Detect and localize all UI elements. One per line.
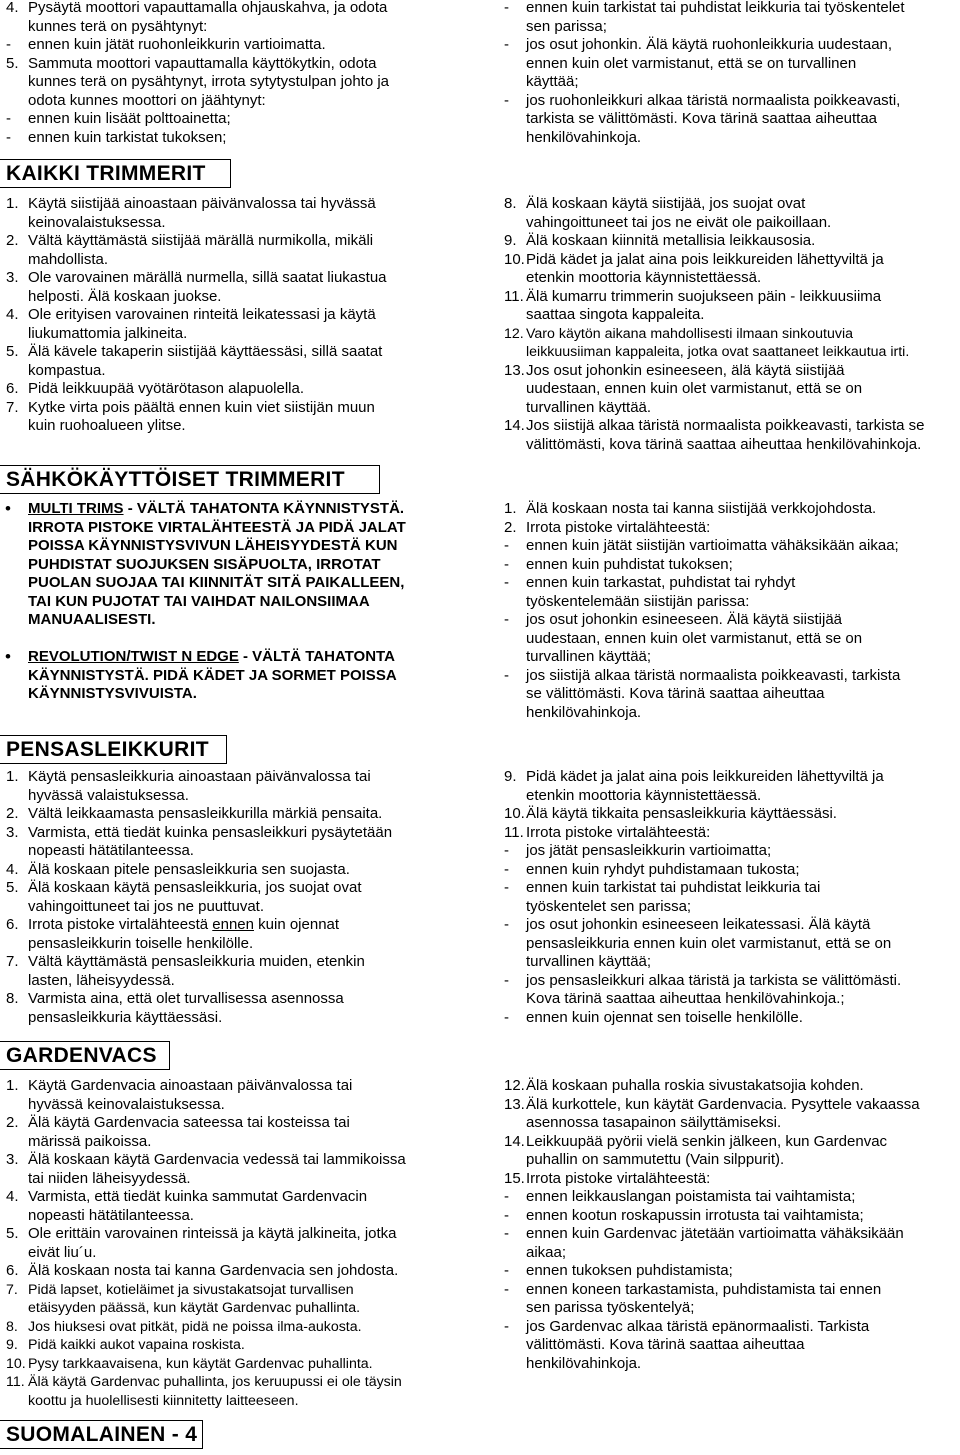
hedge-right-column [498,768,960,1027]
numbered-list-item [0,399,460,436]
item-marker: 7. [6,1281,18,1298]
item-marker: - [504,879,509,896]
item-text-line: Jos siistijä alkaa täristä normaalista poikkeavasti, tarkista se [526,417,925,434]
dash-list-item [498,667,960,723]
item-marker: 5. [6,54,19,72]
item-marker: 4. [6,1188,19,1205]
electric-warning-revolution: • REVOLUTION/TWIST N EDGE - VÄLTÄ TAHATONTA [5,647,395,666]
item-text-line: jos osut johonkin esineeseen. Älä käytä siistijää [526,611,843,628]
item-text-line: käyttää; [526,73,579,90]
item-marker: 12. [504,1077,525,1094]
numbered-list-item [0,1188,460,1225]
item-text-line: Älä käytä tikkaita pensasleikkuria käyttäessäsi. [526,805,837,822]
item-text-line: Leikkuupää pyörii vielä senkin jälkeen, kun Gardenvac [526,1132,888,1150]
item-marker: 3. [6,823,19,841]
item-marker: - [6,128,11,146]
item-text-line: kunnes terä on pysähtynyt: [28,17,208,35]
item-text-line: märissä paikoissa. [28,1132,152,1150]
numbered-list-item: 6. Irrota pistoke virtalähteestä ennen kuin ojennat pensasleikkurin toiselle henkilölle. [0,916,460,953]
item-text-line: asennossa tasapainon säilyttämiseksi. [526,1114,782,1131]
item-text-line: etäisyyden päässä, kun käytät Gardenvac puhallinta. [28,1300,361,1316]
numbered-list-item [498,1170,960,1189]
item-text-line: jos siistijä alkaa täristä normaalista poikkeavasti, tarkista [526,666,901,684]
item-marker: 11. [6,1374,25,1390]
trimmers-left-column [0,195,460,436]
item-text-line: ennen kuin lisäät polttoainetta; [28,110,231,127]
item-text-line: Älä kävele takaperin siistijää käyttäessäsi, sillä saatat [28,343,383,360]
numbered-list-item [0,55,460,111]
item-marker: - [504,574,509,591]
item-marker: - [504,916,509,933]
item-text-line: Älä koskaan puhalla roskia sivustakatsojia kohden. [526,1077,864,1094]
item-text-line: Pidä kaikki aukot vapaina roskista. [28,1337,245,1353]
warning-text-line: POISSA KÄYNNISTYSVIVUN LÄHEISYYDESTÄ KUN [28,537,398,554]
dash-list-item [498,611,960,667]
item-text-line: ennen kuin puhdistat tukoksen; [526,555,733,573]
numbered-list-item [0,306,460,343]
numbered-list-item [0,879,460,916]
item-text-line: Kova tärinä saattaa aiheuttaa henkilövahinkoja.; [526,990,845,1007]
dash-list-item [0,129,460,148]
item-text-line: Jos hiuksesi ovat pitkät, pidä ne poissa ilma-aukosta. [28,1318,362,1335]
item-text-line: Älä koskaan käytä siistijää, jos suojat ovat [526,195,806,212]
page-footer-label: SUOMALAINEN - 4 [0,1420,203,1449]
dash-list-item [498,1009,960,1028]
numbered-list-item [498,232,960,251]
item-text-line: kunnes terä on pysähtynyt, irrota sytytystulpan johto ja [28,73,390,90]
electric-right-column [498,500,960,722]
item-marker: 11. [504,287,524,305]
numbered-list-item [0,1318,460,1337]
item-marker: - [504,1317,509,1335]
item-text-line: koottu ja huolellisesti kiinnitetty laitteeseen. [28,1392,299,1409]
numbered-list-item [498,1096,960,1133]
item-marker: 8. [6,990,19,1007]
dash-list-item [498,537,960,556]
item-text-line: pensasleikkuria ennen kuin olet varmistanut, että se on [526,934,892,952]
item-text-line: Älä koskaan kiinnitä metallisia leikkausosia. [526,232,816,249]
item-marker: - [504,0,509,16]
item-text-line: ennen koneen tarkastamista, puhdistamista tai ennen [526,1280,882,1298]
section-header-gardenvacs: GARDENVACS [0,1041,170,1070]
item-marker: 4. [6,0,19,16]
item-marker: 4. [6,306,19,323]
item-marker: - [504,1262,509,1279]
dash-list-item [498,1318,960,1374]
numbered-list-item [0,195,460,232]
item-text-line: ennen leikkauslangan poistamista tai vaihtamista; [526,1188,856,1205]
numbered-list-item [0,805,460,824]
electric-warning-multi-trims: • MULTI TRIMS - VÄLTÄ TAHATONTA KÄYNNISTYSTÄ. [5,499,405,518]
item-text-line: kuin ruohoalueen ylitse. [28,417,186,434]
dash-list-item [498,1281,960,1318]
item-text-line: henkilövahinkoja. [526,703,642,721]
item-text-line: työskentelemään siistijän parissa: [526,592,750,610]
item-marker: 7. [6,398,19,416]
item-text-line: odota kunnes moottori on jäähtynyt: [28,91,266,109]
item-text-line: tai niiden läheisyydessä. [28,1169,191,1187]
item-text-line: jos pensasleikkuri alkaa täristä ja tarkista se välittömästi. [526,971,902,989]
item-text-line: ennen kootun roskapussin irrotusta tai vaihtamista; [526,1206,864,1224]
numbered-list-item [498,251,960,288]
gardenvacs-right-column [498,1077,960,1373]
item-marker: 1. [504,500,517,517]
numbered-list-item [0,1262,460,1281]
item-text-line: Ole erityisen varovainen rinteitä leikatessasi ja käytä [28,306,376,323]
numbered-list-item [0,0,460,36]
dash-list-item [498,92,960,148]
item-text-line: Käytä pensasleikkuria ainoastaan päivänvalossa tai [28,768,371,785]
numbered-list-item [498,824,960,843]
item-text-line: uudestaan, ennen kuin olet varmistanut, että se on [526,380,863,397]
item-marker: 8. [6,1318,18,1335]
item-text-line: ennen kuin jätät ruohonleikkurin vartioimatta. [28,36,326,53]
item-marker: - [504,842,509,859]
numbered-list-item [498,768,960,805]
item-text-line: Pidä leikkuupää vyötärötason alapuolella. [28,380,305,397]
numbered-list-item [0,269,460,306]
item-marker: 5. [6,1225,19,1242]
warning-text-line: TAI KUN PUJOTAT TAI VAIHDAT NAILONSIIMAA [28,592,370,610]
dash-list-item [498,879,960,916]
item-text-line: pensasleikkuria käyttäessäsi. [28,1008,223,1026]
item-text-line: Varmista aina, että olet turvallisessa asennossa [28,990,344,1007]
item-text-line: ennen kuin tarkistat tukoksen; [28,128,227,146]
item-marker: 6. [6,1262,19,1279]
numbered-list-item [498,325,960,362]
item-text-line: Pysy tarkkaavaisena, kun käytät Gardenvac puhallinta. [28,1355,373,1372]
item-text-line: Sammuta moottori vapauttamalla käyttökytkin, odota [28,54,377,72]
item-marker: 10. [504,250,525,268]
item-text-line: Pysäytä moottori vapauttamalla ohjauskahva, ja odota [28,0,388,16]
item-text-line: Älä kurkottele, kun käytät Gardenvacia. Pysyttele vakaassa [526,1095,920,1113]
numbered-list-item [0,1336,460,1355]
item-marker: - [504,1206,509,1224]
electric-left-column [0,500,460,704]
dash-list-item [498,972,960,1009]
warning-text-line: KÄYNNISTYSVIVUISTA. [28,685,197,702]
item-text-line: mahdollista. [28,250,109,268]
item-text-line: se välittömästi. Kova tärinä saattaa aiheuttaa [526,685,825,702]
item-text-line: Pidä kädet ja jalat aina pois leikkureiden lähettyviltä ja [526,250,884,268]
numbered-list-item [0,1373,460,1410]
item-text-line: tarkista se välittömästi. Kova tärinä saattaa aiheuttaa [526,110,878,127]
item-text-line: ennen kuin tarkistat tai puhdistat leikkuria tai [526,879,821,896]
item-marker: 6. [6,916,19,933]
item-marker: 3. [6,269,19,286]
item-text-line: Irrota pistoke virtalähteestä: [526,518,711,536]
item-marker: 10. [504,805,525,822]
item-marker: 11. [504,823,524,841]
item-text-line: Älä koskaan nosta tai kanna Gardenvacia sen johdosta. [28,1262,399,1279]
item-text-line: turvallinen käyttää; [526,648,652,665]
item-text-line: henkilövahinkoja. [526,128,642,146]
item-text-line: Älä käytä Gardenvac puhallinta, jos keruupussi ei ole täysin [28,1374,402,1390]
item-marker: - [504,36,509,53]
item-marker: - [504,611,509,628]
item-marker: 14. [504,417,525,434]
numbered-list-item [498,500,960,519]
item-text-line: Kytke virta pois päältä ennen kuin viet siistijän muun [28,398,375,416]
item-marker: 15. [504,1169,525,1187]
item-text-line: etenkin moottoria käynnistettäessä. [526,786,762,804]
item-text-line: Pidä lapset, kotieläimet ja sivustakatsojat turvallisen [28,1281,354,1298]
numbered-list-item [0,1225,460,1262]
revolution-label: REVOLUTION/TWIST N EDGE [28,648,239,665]
numbered-list-item [0,343,460,380]
numbered-list-item [498,195,960,232]
numbered-list-item [0,1355,460,1374]
item-text-line: jos osut johonkin. Älä käytä ruohonleikkuria uudestaan, [526,36,893,53]
item-marker: 1. [6,768,19,785]
numbered-list-item [0,990,460,1027]
numbered-list-item [498,1133,960,1170]
item-marker: 1. [6,1077,19,1094]
item-text-line: Älä kumarru trimmerin suojukseen päin - leikkuusiima [526,287,882,305]
gardenvacs-left-column [0,1077,460,1410]
item-marker: - [504,1008,509,1026]
numbered-list-item [498,805,960,824]
item-marker: 5. [6,879,19,896]
item-marker: - [504,971,509,989]
warning-text-line: IRROTA PISTOKE VIRTALÄHTEESTÄ JA PIDÄ JALAT [28,518,406,536]
numbered-list-item [0,232,460,269]
item-text-line: Vältä käyttämästä pensasleikkuria muiden, etenkin [28,953,365,970]
item-marker: 2. [504,518,517,536]
item-text-line: hyvässä valaistuksessa. [28,786,189,804]
item-text-line: Älä koskaan käytä Gardenvacia vedessä tai lammikoissa [28,1151,406,1168]
item-marker: 5. [6,343,19,360]
item-text-line: Älä koskaan käytä pensasleikkuria, jos suojat ovat [28,879,362,896]
item-text-line: etenkin moottoria käynnistettäessä. [526,269,762,286]
dash-list-item [498,36,960,92]
item-text-line: työskentelet sen parissa; [526,897,692,915]
item-text-line: Ole varovainen märällä nurmella, sillä saatat liukastua [28,269,387,286]
item-text-line: ennen kuin tarkistat tai puhdistat leikkuria tai työskentelet [526,0,905,16]
dash-list-item [498,0,960,36]
item-marker: 7. [6,953,19,970]
underlined-word: ennen [212,916,254,933]
item-text-line: Varo käytön aikana mahdollisesti ilmaan sinkoutuvia [526,325,854,342]
item-text-line: Varmista, että tiedät kuinka sammutat Gardenvacin [28,1188,368,1205]
item-text-line: ennen kuin Gardenvac jätetään vartioimatta vähäksikään [526,1225,904,1242]
numbered-list-item [0,1151,460,1188]
item-marker: 13. [504,1095,525,1113]
item-text-line: Käytä Gardenvacia ainoastaan päivänvalossa tai [28,1077,353,1094]
warning-text-line: PUHDISTAT SUOJUKSEN SISÄPUOLTA, IRROTAT [28,555,381,573]
item-marker: 6. [6,380,19,397]
numbered-list-item [0,1077,460,1114]
section-header-sahkokayttoiset-trimmerit: SÄHKÖKÄYTTÖISET TRIMMERIT [0,465,380,494]
item-text-line: jos osut johonkin esineeseen leikatessasi. Älä käytä [526,916,871,933]
item-text-line: vahingoittuneet tai jos ne eivät ole paikoillaan. [526,213,832,231]
item-text-line: sen parissa työskentelyä; [526,1299,695,1316]
item-text-line: välittömästi, kova tärinä saattaa aiheuttaa henkilövahinkoja. [526,435,922,453]
numbered-list-item [0,380,460,399]
dash-list-item [498,1262,960,1281]
item-marker: 4. [6,860,19,878]
numbered-list-item [498,362,960,418]
numbered-list-item [498,417,960,454]
item-text-line: Varmista, että tiedät kuinka pensasleikkuri pysäytetään [28,823,393,841]
numbered-list-item [0,1281,460,1318]
item-text-line: nopeasti hätätilanteessa. [28,842,194,859]
item-marker: - [504,860,509,878]
dash-list-item [0,36,460,55]
intro-left-column [0,0,460,147]
warning-text-line: PUOLAN SUOJAA TAI KIINNITÄT SITÄ PAIKALLEEN, [28,574,405,591]
item-marker: 2. [6,805,19,822]
item-text-line: henkilövahinkoja. [526,1354,642,1372]
item-text-line: uudestaan, ennen kuin olet varmistanut, että se on [526,629,863,647]
item-text-line: turvallinen käyttää; [526,953,652,970]
multi-trims-label: MULTI TRIMS [28,500,124,517]
item-text-line: eivät liu´u. [28,1243,97,1261]
item-text-line: liukumattomia jalkineita. [28,324,188,342]
bullet-icon: • [5,499,11,518]
item-text-line: ennen kuin jätät siistijän vartioimatta vähäksikään aikaa; [526,537,899,554]
item-marker: 9. [504,232,517,249]
item-text-line: leikkuusiiman kappaleita, jotka ovat saattaneet leikkautua irti. [526,344,910,360]
item-marker: 12. [504,325,524,342]
item-marker: 2. [6,232,19,249]
item-text-line: jos Gardenvac alkaa täristä epänormaalisti. Tarkista [526,1317,870,1335]
section-header-pensasleikkurit: PENSASLEIKKURIT [0,735,227,764]
item-marker: - [504,555,509,573]
numbered-list-item [498,288,960,325]
item-text-line: ennen kuin ryhdyt puhdistamaan tukosta; [526,860,800,878]
item-text-line: vahingoittuneet tai jos ne puuttuvat. [28,897,265,915]
dash-list-item [498,1225,960,1262]
item-text-line: lasten, läheisyydessä. [28,971,175,989]
item-text-line: välittömästi. Kova tärinä saattaa aiheuttaa [526,1336,805,1353]
item-text-line: ennen tukoksen puhdistamista; [526,1262,733,1279]
item-text-line: saattaa singota kappaleita. [526,306,705,323]
item-text-line: keinovalaistuksessa. [28,213,166,231]
dash-list-item [498,1188,960,1207]
item-marker: 9. [504,768,517,785]
item-text-line: Älä käytä Gardenvacia sateessa tai kosteissa tai [28,1114,350,1131]
item-text-line: puhallin on sammutettu (Vain silppurit). [526,1151,785,1168]
item-text-line: kompastua. [28,361,106,379]
item-text-line: ennen kuin olet varmistanut, että se on turvallinen [526,54,857,72]
dash-list-item [498,916,960,972]
item-marker: 1. [6,195,19,212]
item-marker: 3. [6,1151,19,1168]
item-text-line: Irrota pistoke virtalähteestä: [526,1169,711,1187]
item-text-line: Irrota pistoke virtalähteestä: [526,823,711,841]
item-text-line: jos ruohonleikkuri alkaa täristä normaalista poikkeavasti, [526,91,901,109]
dash-list-item [0,110,460,129]
item-marker: 10. [6,1355,26,1372]
numbered-list-item [0,861,460,880]
numbered-list-item [0,768,460,805]
item-text-line: Vältä käyttämästä siistijää märällä nurmikolla, mikäli [28,232,374,249]
item-text-line: jos jätät pensasleikkurin vartioimatta; [526,842,772,859]
item-text-line: Vältä leikkaamasta pensasleikkurilla märkiä pensaita. [28,805,383,822]
numbered-list-item [0,824,460,861]
item-marker: - [6,36,11,53]
section-header-kaikki-trimmerit: KAIKKI TRIMMERIT [0,159,231,188]
item-marker: - [504,1225,509,1242]
item-text-line: Älä koskaan nosta tai kanna siistijää verkkojohdosta. [526,500,877,517]
trimmers-right-column [498,195,960,454]
numbered-list-item [498,519,960,538]
item-text-line: hyvässä keinovalaistuksessa. [28,1095,225,1113]
numbered-list-item [0,1114,460,1151]
item-marker: - [504,666,509,684]
item-marker: 14. [504,1132,525,1150]
item-text-line: Ole erittäin varovainen rinteissä ja käytä jalkineita, jotka [28,1225,397,1242]
item-marker: - [504,1188,509,1205]
item-marker: - [504,91,509,109]
intro-right-column [498,0,960,147]
item-text-line: nopeasti hätätilanteessa. [28,1206,194,1224]
item-marker: 2. [6,1114,19,1131]
item-marker: 8. [504,195,517,212]
item-text-line: ennen kuin ojennat sen toiselle henkilölle. [526,1008,803,1026]
item-text-line: Pidä kädet ja jalat aina pois leikkureiden lähettyviltä ja [526,768,884,785]
dash-list-item [498,574,960,611]
dash-list-item [498,1207,960,1226]
numbered-list-item [498,1077,960,1096]
item-text-line: sen parissa; [526,17,607,35]
item-marker: - [6,110,11,127]
item-text-line: helposti. Älä koskaan juokse. [28,287,222,305]
item-marker: - [504,537,509,554]
item-text-line: aikaa; [526,1243,567,1261]
numbered-list-item [0,953,460,990]
item-text-line: Käytä siistijää ainoastaan päivänvalossa tai hyvässä [28,195,376,212]
dash-list-item [498,861,960,880]
item-text-line: pensasleikkurin toiselle henkilölle. [28,934,254,952]
hedge-left-column [0,768,460,1027]
item-text-line: Älä koskaan pitele pensasleikkuria sen suojasta. [28,860,350,878]
item-text-line: Jos osut johonkin esineeseen, älä käytä siistijää [526,361,845,379]
warning-text-line: MANUAALISESTI. [28,611,156,628]
item-marker: 13. [504,361,525,379]
warning-text-line: KÄYNNISTYSTÄ. PIDÄ KÄDET JA SORMET POISSA [28,666,397,684]
dash-list-item [498,556,960,575]
bullet-icon: • [5,647,11,666]
dash-list-item [498,842,960,861]
item-marker: - [504,1280,509,1298]
item-text-line: ennen kuin tarkastat, puhdistat tai ryhdyt [526,574,796,591]
item-marker: 9. [6,1337,18,1353]
item-text-line: turvallinen käyttää. [526,398,652,416]
